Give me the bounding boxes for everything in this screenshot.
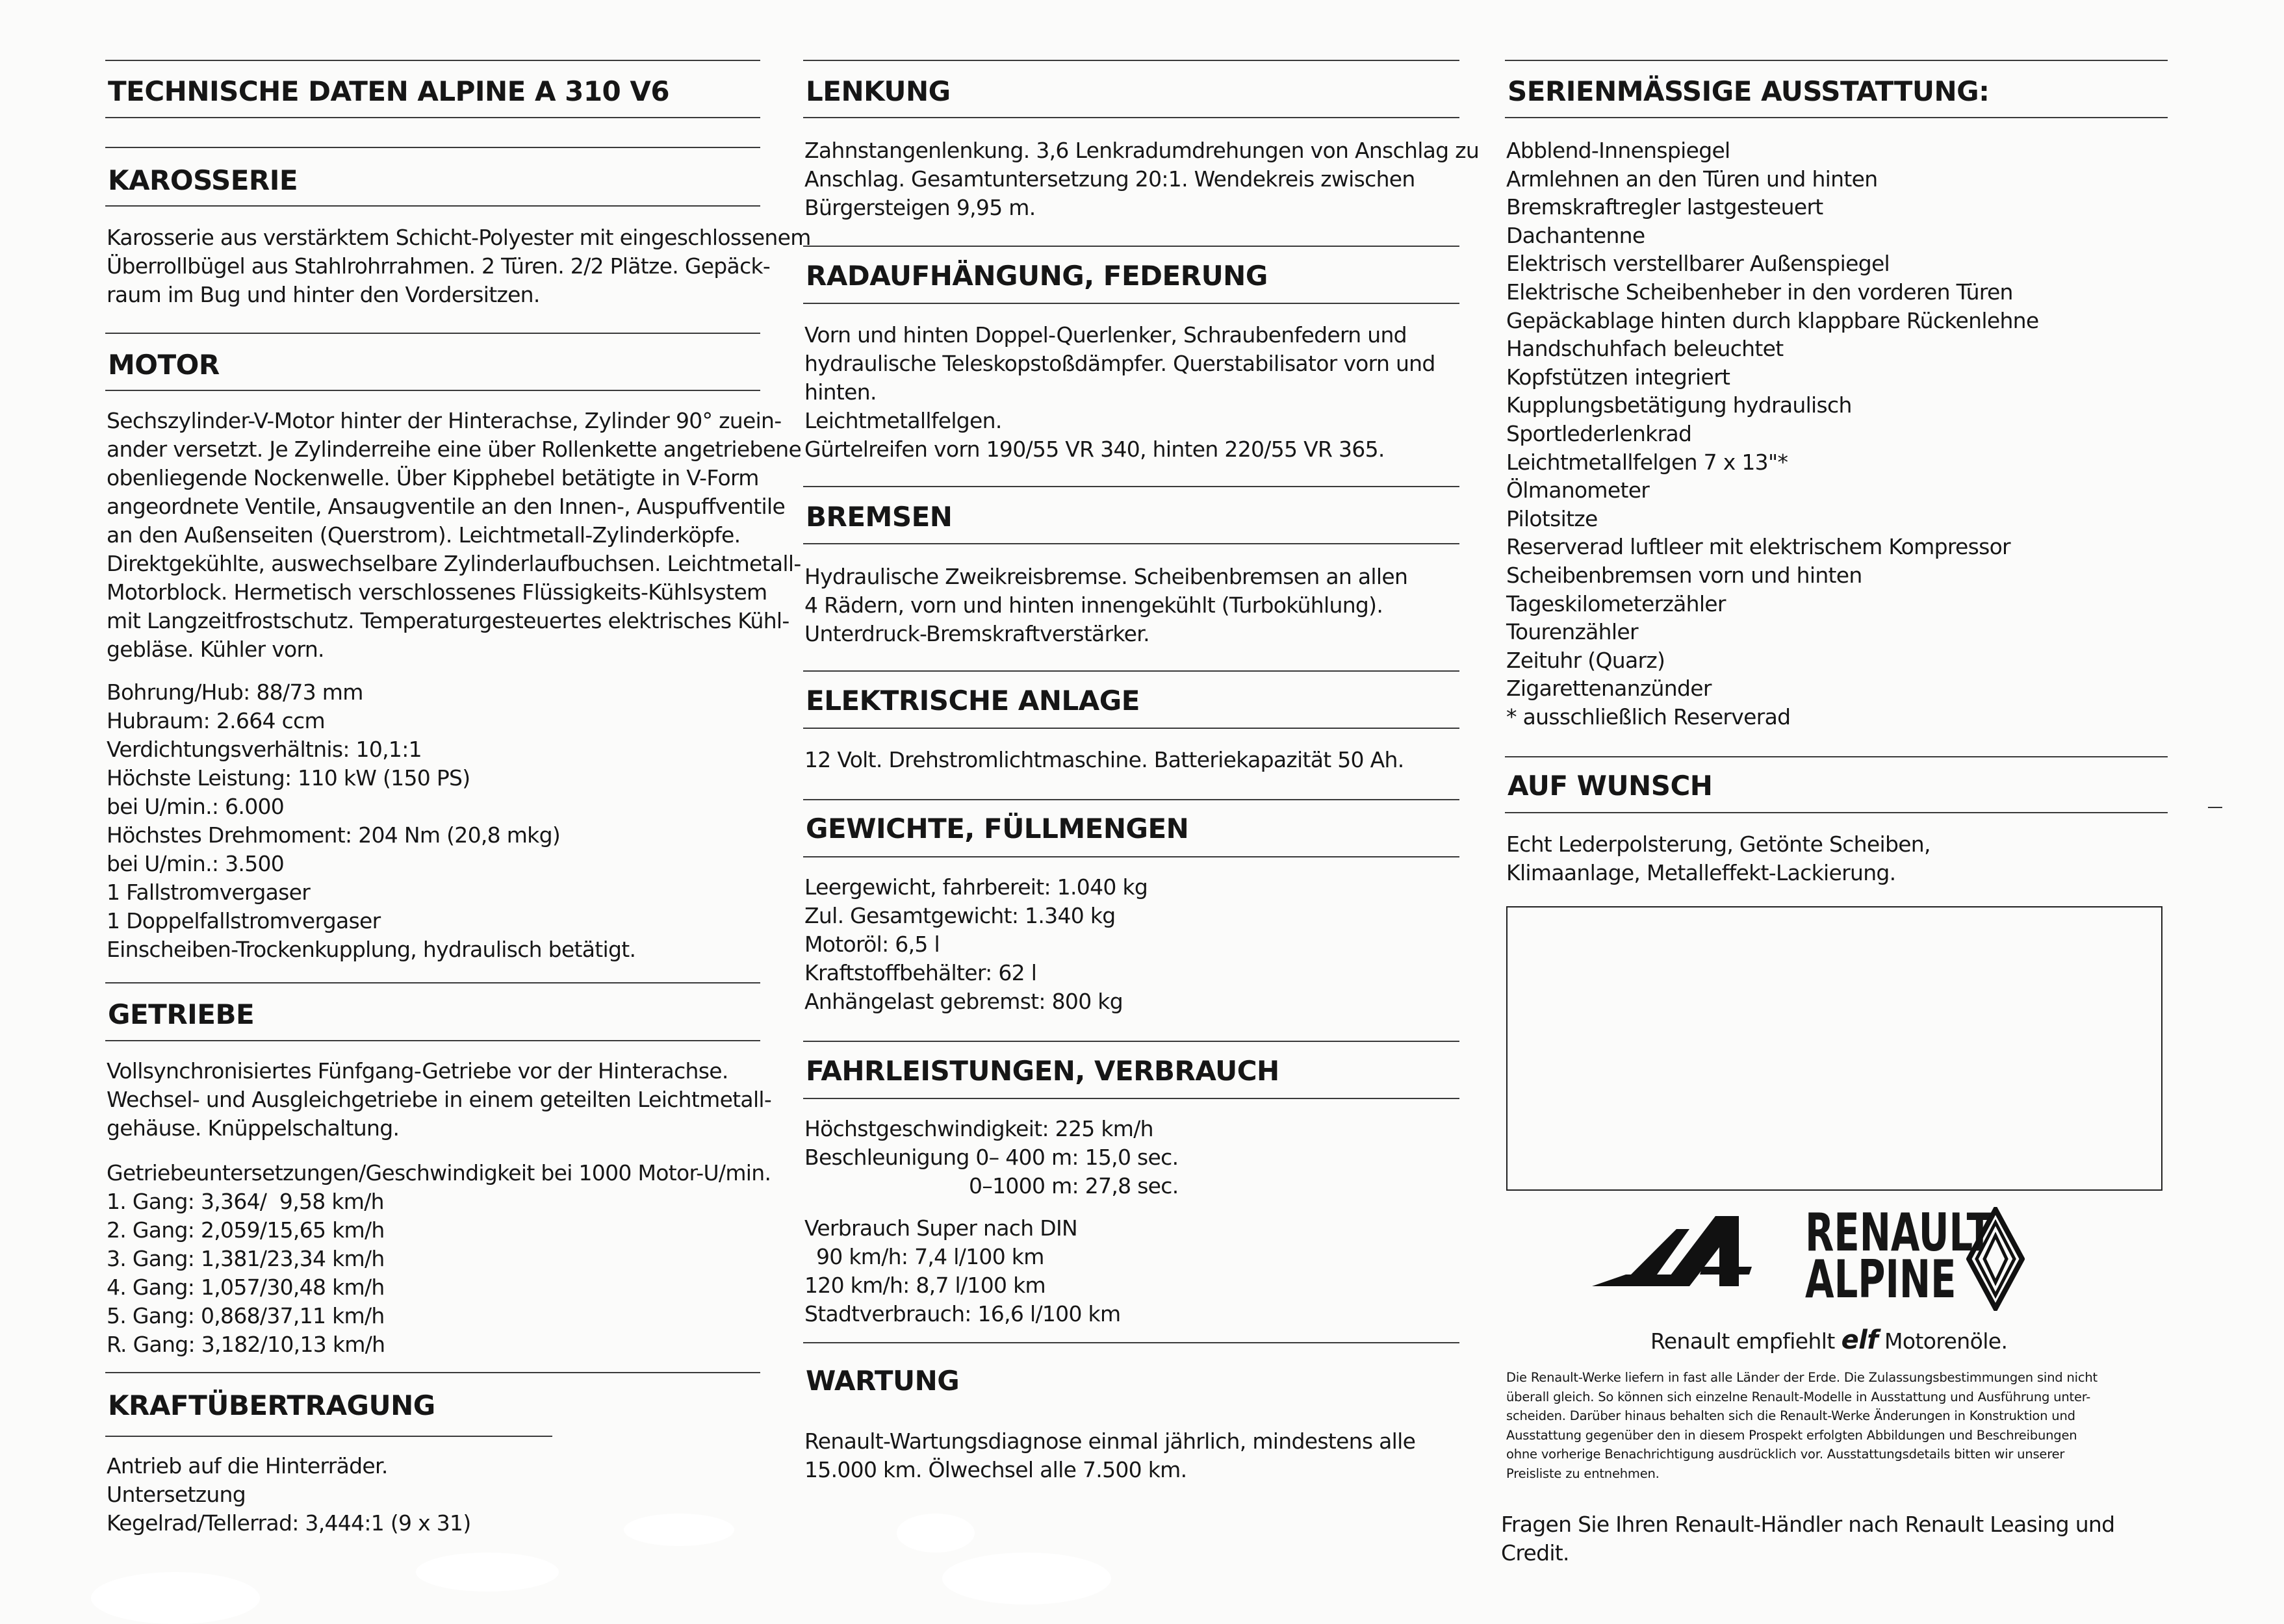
spec-line: bei U/min.: 6.000: [107, 794, 285, 819]
document-title: TECHNISCHE DATEN ALPINE A 310 V6: [108, 75, 670, 107]
rule: [803, 246, 1459, 247]
rule: [1505, 812, 2168, 813]
gear-ratios: [107, 1159, 771, 1359]
text-line: Gürtelreifen vorn 190/55 VR 340, hinten 220/55 VR 365.: [804, 437, 1385, 462]
text-line: an den Außenseiten (Querstrom). Leichtmetall-Zylinderköpfe.: [107, 522, 741, 548]
text-line: hydraulische Teleskopstoßdämpfer. Querstabilisator vorn und: [804, 351, 1435, 376]
spec-line: Höchste Leistung: 110 kW (150 PS): [107, 765, 470, 791]
section-heading-bremsen: BREMSEN: [806, 501, 953, 533]
paper-wear: [416, 1553, 559, 1592]
text-line: Verbrauch Super nach DIN: [804, 1215, 1077, 1241]
equipment-item: Scheibenbremsen vorn und hinten: [1506, 562, 1862, 588]
spec-line: 1 Doppelfallstromvergaser: [107, 908, 381, 933]
spec-line: Höchstes Drehmoment: 204 Nm (20,8 mkg): [107, 822, 561, 848]
rule: [803, 670, 1459, 672]
recommend-text: Renault empfiehlt: [1650, 1328, 1835, 1354]
text-line: Echt Lederpolsterung, Getönte Scheiben,: [1506, 831, 1931, 857]
text-line: Wechsel- und Ausgleichgetriebe in einem geteilten Leichtmetall-: [107, 1087, 772, 1112]
rule: [1505, 756, 2168, 757]
text-line: Zul. Gesamtgewicht: 1.340 kg: [804, 903, 1116, 928]
rule: [803, 117, 1459, 118]
equipment-item: Bremskraftregler lastgesteuert: [1506, 194, 1823, 220]
rule: [105, 982, 760, 983]
paper-wear: [942, 1553, 1111, 1605]
text-line: mit Langzeitfrostschutz. Temperaturgesteuertes elektrisches Kühl-: [107, 608, 789, 633]
spec-line: Einscheiben-Trockenkupplung, hydraulisch betätigt.: [107, 937, 636, 962]
section-heading-lenkung: LENKUNG: [806, 75, 951, 107]
gear-line: R. Gang: 3,182/10,13 km/h: [107, 1332, 385, 1357]
text-line: Überrollbügel aus Stahlrohrrahmen. 2 Türen. 2/2 Plätze. Gepäck-: [107, 253, 771, 279]
rule: [105, 205, 760, 207]
equipment-item: Tageskilometerzähler: [1506, 590, 1726, 616]
scan-mark: [2208, 807, 2222, 808]
elf-logo-text: elf: [1841, 1325, 1879, 1355]
section-heading-wartung: WARTUNG: [806, 1365, 960, 1397]
text-line: obenliegende Nockenwelle. Über Kipphebel betätigte in V-Form: [107, 465, 759, 490]
section-heading-karosserie: KAROSSERIE: [108, 164, 298, 196]
gear-line: 5. Gang: 0,868/37,11 km/h: [107, 1303, 385, 1328]
rule: [803, 1098, 1459, 1099]
text-line: Höchstgeschwindigkeit: 225 km/h: [804, 1116, 1153, 1141]
text-line: Anschlag. Gesamtuntersetzung 20:1. Wendekreis zwischen: [804, 166, 1415, 192]
text-line: Leichtmetallfelgen.: [804, 408, 1002, 433]
equipment-item: Elektrische Scheibenheber in den vorderen Türen: [1506, 279, 2013, 305]
gear-line: 2. Gang: 2,059/15,65 km/h: [107, 1217, 385, 1243]
text-line: Beschleunigung 0– 400 m: 15,0 sec.: [804, 1145, 1179, 1170]
section-heading-kraftuebertragung: KRAFTÜBERTRAGUNG: [108, 1389, 435, 1421]
rule: [803, 486, 1459, 487]
equipment-item: Kupplungsbetätigung hydraulisch: [1506, 392, 1852, 418]
motor-specs: [107, 678, 635, 964]
text-line: Unterdruck-Bremskraftverstärker.: [804, 621, 1149, 646]
section-body-gewichte: [804, 873, 1148, 1016]
alpine-a-logo-icon: [1592, 1210, 1774, 1294]
text-line: Anhängelast gebremst: 800 kg: [804, 989, 1123, 1014]
equipment-item: Sportlederlenkrad: [1506, 420, 1692, 446]
section-heading-elektrische-anlage: ELEKTRISCHE ANLAGE: [806, 685, 1140, 717]
section-heading-fahrleistungen: FAHRLEISTUNGEN, VERBRAUCH: [806, 1055, 1279, 1087]
equipment-item: Tourenzähler: [1506, 619, 1638, 645]
text-line: Ausstattung gegenüber den in diesem Prospekt erfolgten Abbildungen und Beschreibungen: [1506, 1427, 2077, 1443]
text-line: scheiden. Darüber hinaus behalten sich die Renault-Werke Änderungen in Konstruktion und: [1506, 1408, 2075, 1423]
rule: [105, 333, 760, 334]
section-body-lenkung: [804, 136, 1479, 222]
text-line: 0–1000 m: 27,8 sec.: [969, 1173, 1179, 1199]
verbrauch-block: [804, 1214, 1120, 1328]
gear-line: 1. Gang: 3,364/ 9,58 km/h: [107, 1189, 384, 1214]
text-line: Vorn und hinten Doppel-Querlenker, Schraubenfedern und: [804, 322, 1407, 348]
rule: [105, 1372, 760, 1373]
section-body-motor: [107, 407, 801, 664]
oil-recommendation: [1650, 1325, 2007, 1355]
text-line: raum im Bug und hinter den Vordersitzen.: [107, 282, 540, 307]
equipment-item: Pilotsitze: [1506, 505, 1598, 531]
text-line: Antrieb auf die Hinterräder.: [107, 1453, 388, 1478]
gear-line: 3. Gang: 1,381/23,34 km/h: [107, 1246, 385, 1271]
equipment-item: Zigarettenanzünder: [1506, 676, 1712, 702]
rule: [803, 728, 1459, 729]
equipment-item: Abblend-Innenspiegel: [1506, 138, 1730, 163]
rule: [1505, 117, 2168, 118]
renault-diamond-icon: [1966, 1207, 2025, 1311]
spec-line: Hubraum: 2.664 ccm: [107, 708, 325, 733]
rule: [803, 543, 1459, 544]
section-body-kraftuebertragung: [107, 1452, 471, 1538]
equipment-item: Gepäckablage hinten durch klappbare Rückenlehne: [1506, 307, 2039, 333]
text-line: ohne vorherige Benachrichtigung ausdrücklich vor. Ausstattungsdetails bitten wir unserer: [1506, 1447, 2065, 1462]
rule: [803, 1342, 1459, 1343]
dealer-stamp-box: [1506, 906, 2162, 1191]
rule: [803, 1041, 1459, 1042]
rule: [803, 60, 1459, 61]
rule: [105, 1436, 552, 1437]
text-line: Klimaanlage, Metalleffekt-Lackierung.: [1506, 860, 1896, 885]
rule: [803, 303, 1459, 304]
paper-wear: [91, 1572, 260, 1624]
section-heading-radaufhaengung: RADAUFHÄNGUNG, FEDERUNG: [806, 260, 1268, 292]
rule: [105, 1040, 760, 1041]
section-heading-gewichte: GEWICHTE, FÜLLMENGEN: [806, 813, 1189, 844]
section-heading-serienausstattung: SERIENMÄSSIGE AUSSTATTUNG:: [1508, 75, 1990, 107]
rule: [105, 147, 760, 148]
equipment-item: Armlehnen an den Türen und hinten: [1506, 166, 1878, 192]
legal-fineprint: [1506, 1368, 2098, 1483]
text-line: Preisliste zu entnehmen.: [1506, 1465, 1660, 1481]
paper-wear: [624, 1514, 734, 1546]
section-body-getriebe: [107, 1057, 771, 1143]
equipment-item: Dachantenne: [1506, 222, 1645, 248]
equipment-item: Zeituhr (Quarz): [1506, 647, 1665, 673]
text-line: Untersetzung: [107, 1482, 246, 1507]
text-line: 120 km/h: 8,7 l/100 km: [804, 1273, 1046, 1298]
text-line: Bürgersteigen 9,95 m.: [804, 195, 1036, 220]
rule: [105, 390, 760, 391]
equipment-list: [1506, 136, 2038, 731]
rule: [1505, 60, 2168, 61]
recommend-text: Motorenöle.: [1884, 1328, 2008, 1354]
section-body-karosserie: [107, 223, 811, 309]
spec-line: Bohrung/Hub: 88/73 mm: [107, 679, 363, 705]
text-line: Stadtverbrauch: 16,6 l/100 km: [804, 1301, 1121, 1326]
text-line: Hydraulische Zweikreisbremse. Scheibenbremsen an allen: [804, 564, 1408, 589]
text-line: hinten.: [804, 379, 877, 405]
text-line: Vollsynchronisiertes Fünfgang-Getriebe vor der Hinterachse.: [107, 1058, 728, 1084]
equipment-item: Kopfstützen integriert: [1506, 364, 1730, 390]
brand-renault: RENAULT: [1805, 1202, 1992, 1263]
equipment-item: Handschuhfach beleuchtet: [1506, 336, 1784, 362]
text-line: Karosserie aus verstärktem Schicht-Polyester mit eingeschlossenem: [107, 225, 811, 250]
section-body-elektrische-anlage: [804, 746, 1404, 774]
text-line: überall gleich. So können sich einzelne Renault-Modelle in Ausstattung und Ausführung unter-: [1506, 1389, 2091, 1404]
equipment-item: Elektrisch verstellbarer Außenspiegel: [1506, 251, 1890, 277]
text-line: Zahnstangenlenkung. 3,6 Lenkradumdrehungen von Anschlag zu: [804, 138, 1480, 163]
section-body-bremsen: [804, 563, 1407, 648]
gear-line: 4. Gang: 1,057/30,48 km/h: [107, 1275, 385, 1300]
equipment-item: Leichtmetallfelgen 7 x 13"*: [1506, 449, 1788, 475]
text-line: gehäuse. Knüppelschaltung.: [107, 1115, 400, 1141]
text-line: Direktgekühlte, auswechselbare Zylinderlaufbuchsen. Leichtmetall-: [107, 551, 801, 576]
text-line: ander versetzt. Je Zylinderreihe eine über Rollenkette angetriebene: [107, 437, 802, 462]
spec-line: bei U/min.: 3.500: [107, 851, 285, 876]
text-line: 90 km/h: 7,4 l/100 km: [816, 1244, 1044, 1269]
text-line: Motorblock. Hermetisch verschlossenes Flüssigkeits-Kühlsystem: [107, 579, 767, 605]
brand-alpine: ALPINE: [1805, 1249, 1957, 1310]
text-line: Sechszylinder-V-Motor hinter der Hinterachse, Zylinder 90° zuein-: [107, 408, 782, 433]
section-body-wartung: [804, 1427, 1415, 1484]
text-line: gebläse. Kühler vorn.: [107, 637, 324, 662]
rule: [803, 856, 1459, 857]
text-line: Leergewicht, fahrbereit: 1.040 kg: [804, 874, 1148, 900]
text-line: Kraftstoffbehälter: 62 l: [804, 960, 1037, 985]
paper-wear: [897, 1514, 975, 1553]
rule: [105, 117, 760, 118]
text-line: Die Renault-Werke liefern in fast alle Länder der Erde. Die Zulassungsbestimmungen sind nicht: [1506, 1370, 2098, 1385]
gear-line: Getriebeuntersetzungen/Geschwindigkeit bei 1000 Motor-U/min.: [107, 1160, 771, 1186]
text-line: 4 Rädern, vorn und hinten innengekühlt (Turbokühlung).: [804, 592, 1383, 618]
section-body-radaufhaengung: [804, 321, 1435, 464]
section-heading-auf-wunsch: AUF WUNSCH: [1508, 770, 1713, 802]
section-heading-motor: MOTOR: [108, 349, 220, 381]
equipment-item: * ausschließlich Reserverad: [1506, 704, 1791, 730]
section-heading-getriebe: GETRIEBE: [108, 998, 255, 1030]
spec-line: Verdichtungsverhältnis: 10,1:1: [107, 737, 422, 762]
text-line: Motoröl: 6,5 l: [804, 932, 940, 957]
text-line: 12 Volt. Drehstromlichtmaschine. Batteriekapazität 50 Ah.: [804, 747, 1404, 772]
text-line: 15.000 km. Ölwechsel alle 7.500 km.: [804, 1457, 1187, 1482]
text-line: Kegelrad/Tellerrad: 3,444:1 (9 x 31): [107, 1510, 471, 1536]
section-body-fahrleistungen: [804, 1115, 1179, 1200]
text-line: Renault-Wartungsdiagnose einmal jährlich, mindestens alle: [804, 1428, 1416, 1454]
rule: [105, 60, 760, 61]
section-body-auf-wunsch: [1506, 830, 1931, 887]
rule: [803, 799, 1459, 800]
equipment-item: Reserverad luftleer mit elektrischem Kompressor: [1506, 534, 2010, 560]
closing-line: Fragen Sie Ihren Renault-Händler nach Renault Leasing und Credit.: [1501, 1512, 2115, 1566]
equipment-item: Ölmanometer: [1506, 477, 1650, 503]
spec-line: 1 Fallstromvergaser: [107, 880, 311, 905]
text-line: angeordnete Ventile, Ansaugventile an den Innen-, Auspuffventile: [107, 494, 786, 519]
